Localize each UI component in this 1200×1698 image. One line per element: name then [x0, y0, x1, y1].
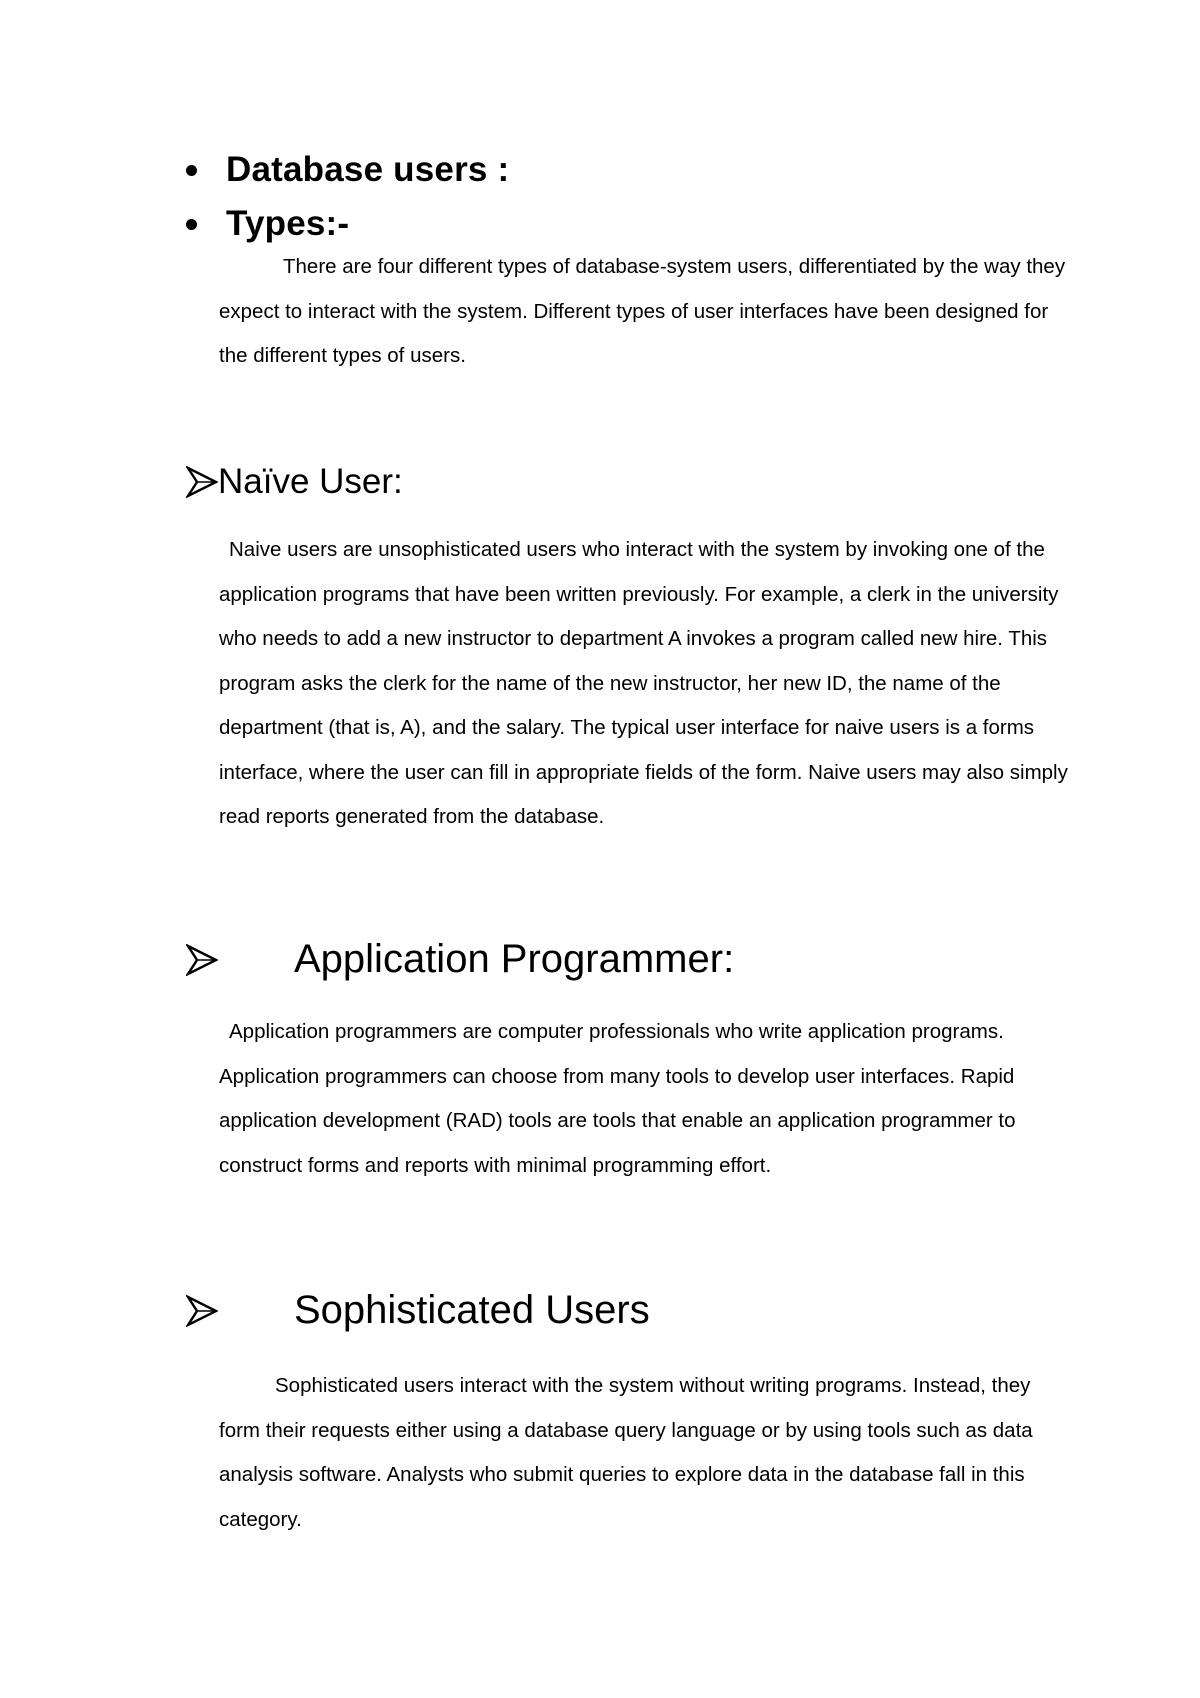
naive-user-text: Naive users are unsophisticated users who interact with the system by invoking one of the application programs that have been written previously. For example, a clerk in the university who needs to add a new instructor to department A invokes a program called new hire. This program asks the clerk for the name of the new instructor, her new ID, the name of the department (that is, A), and the salary. The typical user interface for naive users is a forms interface, where the user can fill in appropriate fields of the form. Naive users may also simply read reports generated from the database. [219, 538, 1068, 828]
sophisticated-users-paragraph [219, 1364, 1069, 1542]
sophisticated-users-text: Sophisticated users interact with the system without writing programs. Instead, they form their requests either using a database query language or by using tools such as data analysis software. Analysts who submit queries to explore data in the database fall in this category. [219, 1374, 1033, 1531]
section-heading-application-programmer [186, 937, 734, 982]
intro-text: There are four different types of database-system users, differentiated by the way they expect to interact with the system. Different types of user interfaces have been designed for the different types of users. [219, 255, 1066, 367]
intro-paragraph [219, 245, 1069, 379]
bullet-dot-icon [186, 165, 197, 176]
application-programmer-text: Application programmers are computer professionals who write application programs. Application programmers can choose from many tools to develop user interfaces. Rapid application development (RAD) tools are tools that enable an application programmer to construct forms and reports with minimal programming effort. [219, 1020, 1016, 1177]
section-heading-naive-user [186, 462, 403, 502]
section-heading-sophisticated-users [186, 1288, 650, 1333]
arrow-bullet-icon [186, 1295, 218, 1327]
arrow-bullet-icon [186, 944, 218, 976]
arrow-bullet-icon [186, 466, 218, 498]
bullet-text: Types:- [226, 204, 350, 243]
bullet-text: Database users : [226, 150, 510, 189]
bullet-database-users [186, 150, 509, 190]
naive-user-paragraph [219, 528, 1069, 840]
section-heading-text: Sophisticated Users [294, 1288, 650, 1332]
section-heading-text: Naïve User: [218, 462, 403, 501]
section-heading-text: Application Programmer: [294, 937, 735, 981]
bullet-dot-icon [186, 219, 197, 230]
application-programmer-paragraph [219, 1010, 1069, 1188]
bullet-types [186, 204, 349, 244]
